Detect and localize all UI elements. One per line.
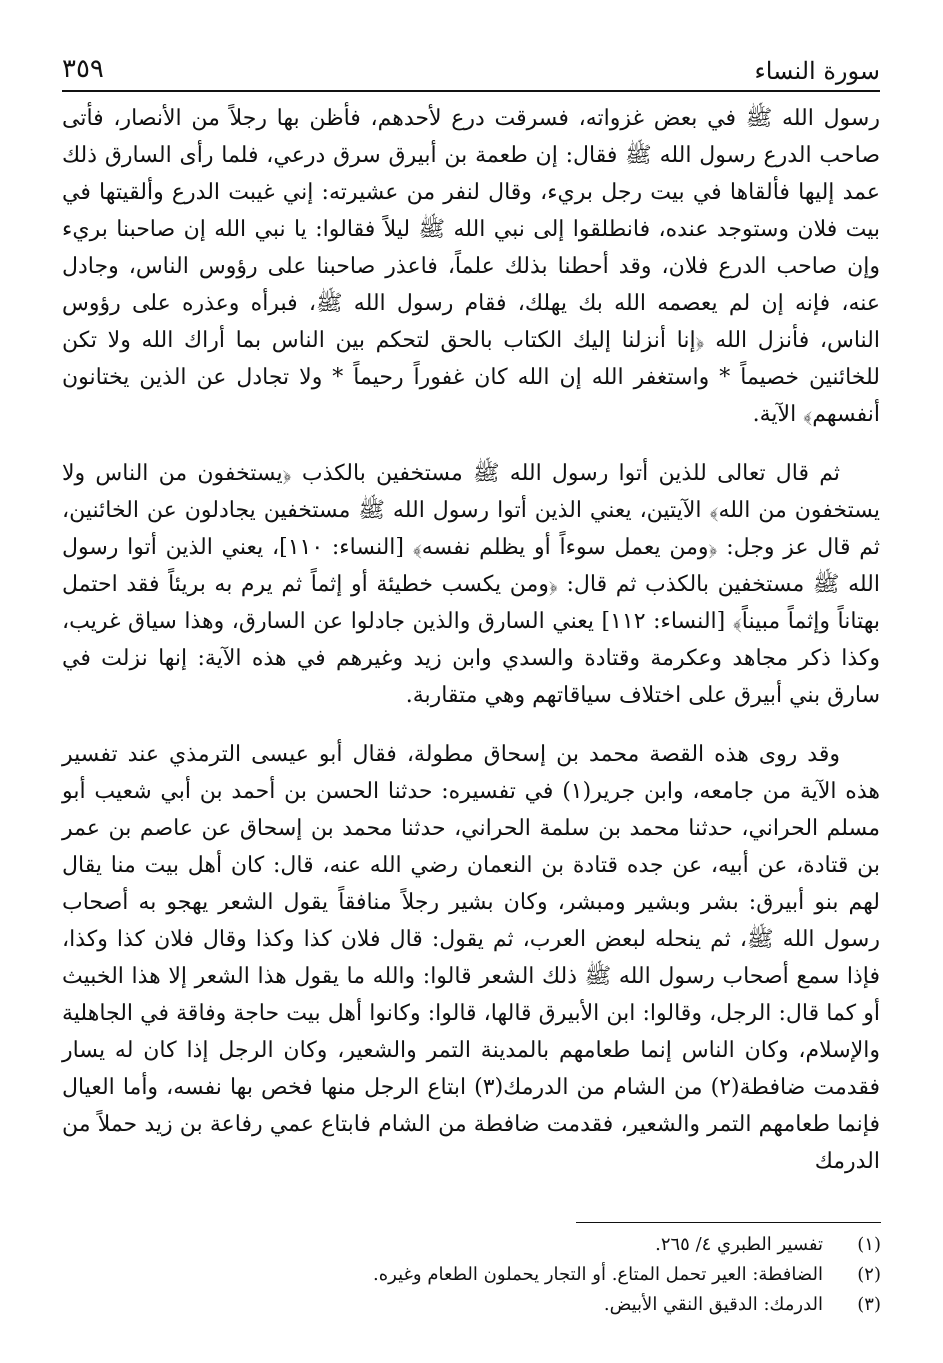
surah-title: سورة النساء bbox=[754, 57, 880, 85]
footnote-2 bbox=[63, 1260, 881, 1290]
paragraph-3: وقد روى هذه القصة محمد بن إسحاق مطولة، فقال أبو عيسى الترمذي عند تفسير هذه الآية من جامعه، وابن جرير(١) في تفسيره: حدثنا الحسن بن أحمد بن أبي شعيب أبو مسلم الحراني، حدثنا محمد بن سلمة الحراني، حدثنا محمد بن إسحاق عن عاصم بن عمر بن قتادة، عن أبيه، عن جده قتادة بن النعمان رضي الله عنه، قال: كان أهل بيت منا يقال لهم بنو أبيرق: بشر وبشير ومبشر، وكان بشير رجلاً منافقاً يقول الشعر يهجو به أصحاب رسول الله ﷺ، ثم ينحله لبعض العرب، ثم يقول: قال فلان كذا وكذا وقال فلان كذا وكذا، فإذا سمع أصحاب رسول الله ﷺ ذلك الشعر قالوا: والله ما يقول هذا الشعر إلا هذا الخبيث أو كما قال: الرجل، وقالوا: ابن الأبيرق قالها، قالوا: وكانوا أهل بيت حاجة وفاقة في الجاهلية والإسلام، وكان الناس إنما طعامهم بالمدينة التمر والشعير، وكان الرجل إذا كان له يسار فقدمت ضافطة(٢) من الشام من الدرمك(٣) ابتاع الرجل منها فخص بها نفسه، وأما العيال فإنما طعامهم التمر والشعير، فقدمت ضافطة من الشام فابتاع عمي رفاعة بن زيد حملاً من الدرمك bbox=[62, 742, 880, 1174]
page-header bbox=[62, 50, 880, 92]
footnote-number: (١) bbox=[857, 1234, 881, 1255]
footnote-text: تفسير الطبري ٤/ ٢٦٥. bbox=[655, 1234, 823, 1255]
footnote-number: (٢) bbox=[857, 1264, 881, 1285]
main-text bbox=[62, 100, 880, 1202]
footnote-1 bbox=[63, 1230, 881, 1260]
footnotes bbox=[63, 1230, 881, 1320]
footnote-rule bbox=[576, 1222, 881, 1223]
footnote-number: (٣) bbox=[857, 1294, 881, 1315]
footnote-text: الدرمك: الدقيق النقي الأبيض. bbox=[603, 1294, 823, 1315]
footnote-3 bbox=[63, 1290, 881, 1320]
paragraph-2: ثم قال تعالى للذين أتوا رسول الله ﷺ مستخفين بالكذب ﴿يستخفون من الناس ولا يستخفون من الله﴾ الآيتين، يعني الذين أتوا رسول الله ﷺ مستخفين يجادلون عن الخائنين، ثم قال عز وجل: ﴿ومن يعمل سوءاً أو يظلم نفسه﴾ [النساء: ١١٠]، يعني الذين أتوا رسول الله ﷺ مستخفين بالكذب ثم قال: ﴿ومن يكسب خطيئة أو إثماً ثم يرم به بريئاً فقد احتمل بهتاناً وإثماً مبيناً﴾ [النساء: ١١٢] يعني السارق والذين جادلوا عن السارق، وهذا سياق غريب، وكذا ذكر مجاهد وعكرمة وقتادة والسدي وابن زيد وغيرهم في هذه الآية: إنها نزلت في سارق بني أبيرق على اختلاف سياقاتهم وهي متقاربة. bbox=[62, 461, 880, 708]
header-rule bbox=[62, 90, 880, 92]
page-number: ٣٥٩ bbox=[62, 54, 104, 84]
paragraph-1: رسول الله ﷺ في بعض غزواته، فسرقت درع لأحدهم، فأظن بها رجلاً من الأنصار، فأتى صاحب الدرع رسول الله ﷺ فقال: إن طعمة بن أبيرق سرق درعي، فلما رأى السارق ذلك عمد إليها فألقاها في بيت رجل بريء، وقال لنفر من عشيرته: إني غيبت الدرع وألقيتها في بيت فلان وستوجد عنده، فانطلقوا إلى نبي الله ﷺ ليلاً فقالوا: يا نبي الله إن صاحبنا بريء وإن صاحب الدرع فلان، وقد أحطنا بذلك علماً، فاعذر صاحبنا على رؤوس الناس، وجادل عنه، فإنه إن لم يعصمه الله بك يهلك، فقام رسول الله ﷺ، فبرأه وعذره على رؤوس الناس، فأنزل الله ﴿إنا أنزلنا إليك الكتاب بالحق لتحكم بين الناس بما أراك الله ولا تكن للخائنين خصيماً * واستغفر الله إن الله كان غفوراً رحيماً * ولا تجادل عن الذين يختانون أنفسهم﴾ الآية. bbox=[62, 106, 880, 427]
footnote-text: الضافطة: العير تحمل المتاع. أو التجار يحملون الطعام وغيره. bbox=[372, 1264, 823, 1285]
